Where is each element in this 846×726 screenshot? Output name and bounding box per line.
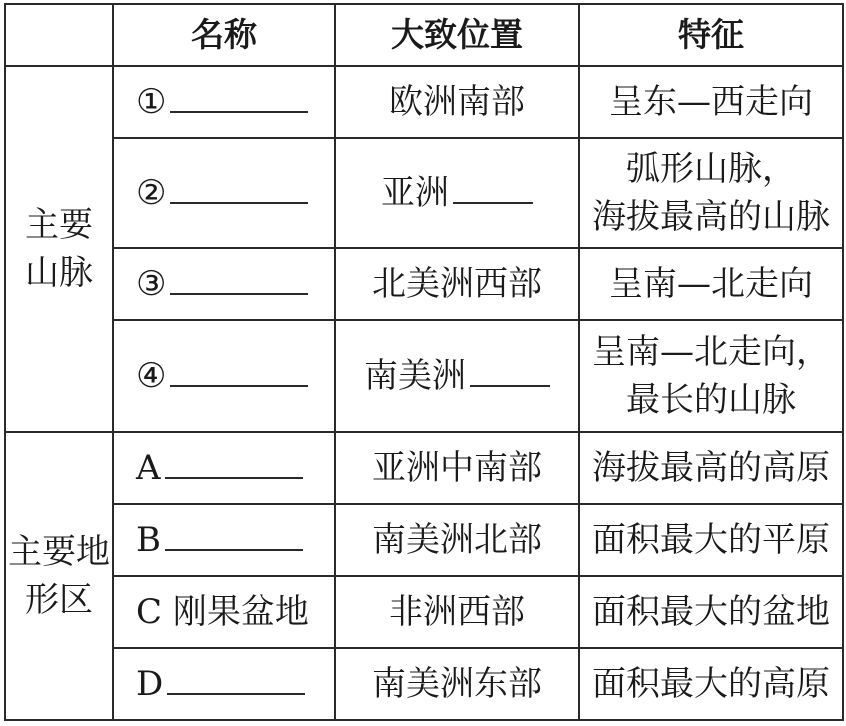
location-text: 亚洲 (381, 173, 449, 213)
name-cell[interactable] (113, 248, 335, 320)
header-name: 名称 (113, 4, 335, 66)
answer-blank[interactable] (165, 548, 303, 551)
feature-cell (579, 320, 843, 432)
group-label-mountains (5, 66, 113, 432)
table-row (5, 648, 843, 720)
feature-line: 最长的山脉 (626, 380, 796, 420)
feature-cell: 呈东—西走向 (579, 66, 843, 138)
group-label-line: 主要地 (8, 532, 110, 572)
location-cell[interactable] (335, 320, 579, 432)
header-location: 大致位置 (335, 4, 579, 66)
table-row (5, 248, 843, 320)
group-label-landforms (5, 432, 113, 720)
name-cell[interactable] (113, 138, 335, 248)
row-marker: ① (136, 82, 167, 122)
group-label-line: 形区 (25, 580, 93, 620)
location-cell: 南美洲东部 (335, 648, 579, 720)
location-cell: 北美洲西部 (335, 248, 579, 320)
header-category (5, 4, 113, 66)
location-blank[interactable] (470, 384, 550, 387)
row-marker: B (136, 520, 161, 560)
header-row (5, 4, 843, 66)
location-text: 南美洲 (364, 356, 466, 396)
name-cell[interactable] (113, 648, 335, 720)
location-blank[interactable] (453, 201, 533, 204)
feature-line: 弧形山脉， (626, 149, 796, 189)
feature-cell: 海拔最高的高原 (579, 432, 843, 504)
row-marker: ④ (136, 356, 167, 396)
answer-blank[interactable] (170, 384, 308, 387)
feature-cell: 呈南—北走向 (579, 248, 843, 320)
feature-line: 海拔最高的山脉 (592, 197, 830, 237)
group-label-line: 主要 (25, 205, 93, 245)
row-marker: C (136, 592, 163, 632)
answer-blank[interactable] (170, 201, 308, 204)
table-row (5, 66, 843, 138)
table-row (5, 576, 843, 648)
name-text: 刚果盆地 (172, 592, 309, 632)
location-cell[interactable] (335, 138, 579, 248)
name-cell (113, 576, 335, 648)
row-marker: ② (136, 173, 167, 213)
name-cell[interactable] (113, 504, 335, 576)
answer-blank[interactable] (165, 476, 303, 479)
name-cell[interactable] (113, 320, 335, 432)
table-row (5, 138, 843, 248)
feature-cell: 面积最大的平原 (579, 504, 843, 576)
feature-cell: 面积最大的盆地 (579, 576, 843, 648)
row-marker: A (136, 448, 161, 488)
name-cell[interactable] (113, 66, 335, 138)
location-cell: 南美洲北部 (335, 504, 579, 576)
name-cell[interactable] (113, 432, 335, 504)
answer-blank[interactable] (170, 110, 308, 113)
table-row (5, 432, 843, 504)
header-feature: 特征 (579, 4, 843, 66)
group-label-line: 山脉 (25, 253, 93, 293)
feature-cell (579, 138, 843, 248)
location-cell: 非洲西部 (335, 576, 579, 648)
row-marker: ③ (136, 264, 167, 304)
answer-blank[interactable] (170, 292, 308, 295)
location-cell: 亚洲中南部 (335, 432, 579, 504)
feature-line: 呈南—北走向， (592, 332, 830, 372)
table-row (5, 504, 843, 576)
feature-cell: 面积最大的高原 (579, 648, 843, 720)
location-cell: 欧洲南部 (335, 66, 579, 138)
answer-blank[interactable] (167, 692, 305, 695)
table-row (5, 320, 843, 432)
row-marker: D (136, 664, 164, 704)
geography-table (4, 3, 844, 721)
